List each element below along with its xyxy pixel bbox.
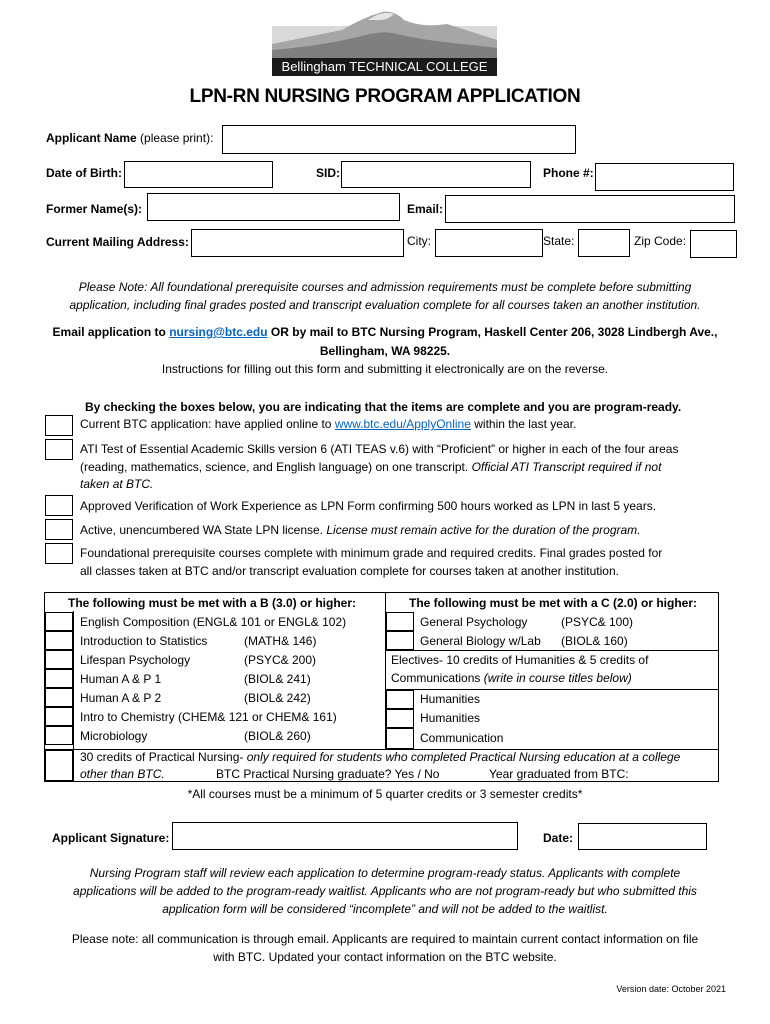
- mountain-icon: [272, 10, 497, 58]
- checkbox-humanities-2[interactable]: [386, 709, 414, 728]
- date-input[interactable]: [578, 823, 707, 850]
- b-course-name: Microbiology: [80, 729, 148, 743]
- review-line2: applications will be added to the program-ready waitlist. Applicants who are not program-ready but who submitted this: [73, 884, 697, 898]
- email-input[interactable]: [445, 195, 735, 223]
- dob-label: Date of Birth:: [46, 166, 122, 180]
- checkbox-practical-nursing[interactable]: [45, 750, 73, 781]
- b-course-code: (BIOL& 241): [244, 672, 311, 686]
- mail-address-line: Bellingham, WA 98225.: [319, 344, 451, 358]
- checkbox-lpn-license[interactable]: [45, 519, 73, 540]
- b-course-code: (MATH& 146): [244, 634, 317, 648]
- course-general-psychology: General Psychology: [420, 615, 528, 629]
- applicant-name-label: Applicant Name (please print):: [46, 131, 214, 145]
- item-ati-teas-line2: (reading, mathematics, science, and English language) on one transcript. Official ATI Transcript required if not: [80, 460, 662, 474]
- elective-communication: Communication: [420, 731, 504, 745]
- checkbox-work-experience[interactable]: [45, 495, 73, 516]
- b-course-name: Human A & P 1: [80, 672, 162, 686]
- checkbox-general-psychology[interactable]: [386, 612, 414, 631]
- page-title: LPN-RN NURSING PROGRAM APPLICATION: [189, 86, 581, 107]
- practical-nursing-line2: other than BTC.: [80, 767, 165, 781]
- item-lpn-license: Active, unencumbered WA State LPN license. License must remain active for the duration of the program.: [80, 523, 641, 537]
- practical-nursing-line1: 30 credits of Practical Nursing- only required for students who completed Practical Nursing education at a college: [80, 750, 681, 764]
- course-general-biology: General Biology w/Lab: [420, 634, 541, 648]
- electives-line2: Communications (write in course titles below): [391, 671, 632, 685]
- college-logo: [272, 10, 497, 76]
- communication-line2: with BTC. Updated your contact information on the BTC website.: [213, 950, 557, 964]
- nursing-email-link[interactable]: nursing@btc.edu: [169, 325, 268, 339]
- sid-label: SID:: [316, 166, 340, 180]
- zip-input[interactable]: [690, 230, 737, 258]
- address-input[interactable]: [191, 229, 404, 257]
- sid-input[interactable]: [341, 161, 531, 188]
- phone-input[interactable]: [595, 163, 734, 191]
- item-work-experience: Approved Verification of Work Experience as LPN Form confirming 500 hours worked as LPN in last 5 years.: [80, 499, 657, 513]
- checkbox-communication[interactable]: [386, 728, 414, 749]
- item-prerequisites-line1: Foundational prerequisite courses complete with minimum grade and required credits. Final grades posted for: [80, 546, 663, 560]
- checkbox-b-course[interactable]: [45, 650, 73, 669]
- instructions-note: Instructions for filling out this form and submitting it electronically are on the reverse.: [161, 362, 609, 376]
- checkbox-btc-application[interactable]: [45, 415, 73, 436]
- checkbox-ati-teas[interactable]: [45, 439, 73, 460]
- checkbox-b-course[interactable]: [45, 726, 73, 745]
- checkbox-general-biology[interactable]: [386, 631, 414, 650]
- b-course-code: (BIOL& 260): [244, 729, 311, 743]
- phone-label: Phone #:: [543, 166, 594, 180]
- review-line1: Nursing Program staff will review each application to determine program-ready status. Applicants with complete: [89, 866, 681, 880]
- notice-line-1: Please Note: All foundational prerequisite courses and admission requirements must be complete before submitting: [78, 280, 692, 294]
- course-code-psyc100: (PSYC& 100): [561, 615, 634, 629]
- b-course-code: (BIOL& 242): [244, 691, 311, 705]
- checkbox-b-course[interactable]: [45, 688, 73, 707]
- college-name: Bellingham TECHNICAL COLLEGE: [272, 58, 497, 76]
- checkbox-b-course[interactable]: [45, 707, 73, 726]
- b-course-name: Intro to Chemistry (CHEM& 121 or CHEM& 161): [80, 710, 337, 724]
- year-graduated-label: Year graduated from BTC:: [489, 767, 629, 781]
- city-input[interactable]: [435, 229, 543, 257]
- state-input[interactable]: [578, 229, 630, 257]
- apply-online-link[interactable]: www.btc.edu/ApplyOnline: [334, 417, 471, 431]
- communication-line1: Please note: all communication is through email. Applicants are required to maintain current contact information on file: [71, 932, 699, 946]
- b-course-name: Lifespan Psychology: [80, 653, 191, 667]
- review-line3: application form will be considered “incomplete” and will not be added to the waitlist.: [162, 902, 608, 916]
- elective-humanities-1: Humanities: [420, 692, 481, 706]
- applicant-name-input[interactable]: [222, 125, 576, 154]
- notice-line-2: application, including final grades posted and transcript evaluation complete for all courses taken an another institution.: [69, 298, 701, 312]
- signature-input[interactable]: [172, 822, 518, 850]
- checkbox-prerequisites[interactable]: [45, 543, 73, 564]
- zip-label: Zip Code:: [634, 234, 687, 248]
- checkbox-b-course[interactable]: [45, 669, 73, 688]
- btc-graduate-question: BTC Practical Nursing graduate? Yes / No: [216, 767, 440, 781]
- b-course-code: (PSYC& 200): [244, 653, 317, 667]
- item-ati-teas-line3: taken at BTC.: [80, 477, 154, 491]
- former-name-input[interactable]: [147, 193, 400, 221]
- b-grade-heading: The following must be met with a B (3.0) or higher:: [68, 596, 357, 610]
- former-name-label: Former Name(s):: [46, 202, 143, 216]
- city-label: City:: [407, 234, 431, 248]
- electives-line1: Electives- 10 credits of Humanities & 5 credits of: [391, 653, 649, 667]
- b-course-name: Introduction to Statistics: [80, 634, 208, 648]
- checkbox-b-course[interactable]: [45, 612, 73, 631]
- course-code-biol160: (BIOL& 160): [561, 634, 628, 648]
- address-label: Current Mailing Address:: [46, 235, 189, 249]
- c-grade-heading: The following must be met with a C (2.0) or higher:: [409, 596, 698, 610]
- date-label: Date:: [543, 831, 574, 845]
- email-label: Email:: [407, 202, 444, 216]
- checklist-heading: By checking the boxes below, you are indicating that the items are complete and you are program-ready.: [85, 400, 682, 414]
- checkbox-humanities-1[interactable]: [386, 690, 414, 709]
- credits-note: *All courses must be a minimum of 5 quarter credits or 3 semester credits*: [187, 787, 583, 801]
- b-course-name: English Composition (ENGL& 101 or ENGL& 102): [80, 615, 347, 629]
- signature-label: Applicant Signature:: [52, 831, 170, 845]
- b-course-name: Human A & P 2: [80, 691, 162, 705]
- item-ati-teas-line1: ATI Test of Essential Academic Skills version 6 (ATI TEAS v.6) with “Proficient” or higher in each of the four areas: [80, 442, 679, 456]
- elective-humanities-2: Humanities: [420, 711, 481, 725]
- checkbox-b-course[interactable]: [45, 631, 73, 650]
- item-prerequisites-line2: all classes taken at BTC and/or transcript evaluation complete for courses taken at another institution.: [80, 564, 619, 578]
- version-date: Version date: October 2021: [616, 984, 726, 994]
- item-btc-application: Current BTC application: have applied online to www.btc.edu/ApplyOnline within the last year.: [80, 417, 577, 431]
- email-instructions: Email application to nursing@btc.edu OR by mail to BTC Nursing Program, Haskell Center 206, 3028 Lindbergh Ave.,: [52, 325, 718, 339]
- state-label: State:: [543, 234, 575, 248]
- dob-input[interactable]: [124, 161, 273, 188]
